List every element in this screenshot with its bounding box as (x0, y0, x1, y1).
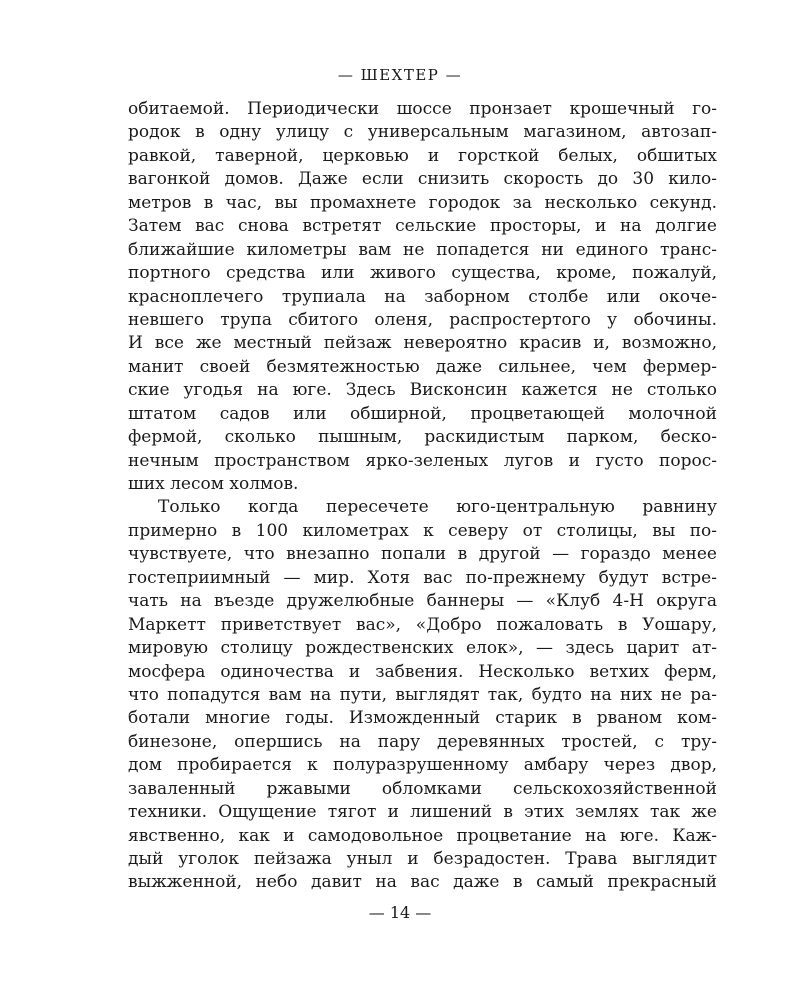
text-line: выжженной, небо давит на вас даже в самый прекрасный (128, 872, 717, 893)
text-line: дый уголок пейзажа уныл и безрадостен. Трава выглядит (128, 849, 717, 869)
paragraph-first-line: Только когда пересечете юго-центральную равнину (158, 497, 717, 518)
text-line: равкой, таверной, церковью и горсткой белых, обшитых (128, 145, 717, 166)
text-line: бинезоне, опершись на пару деревянных тростей, с тру- (128, 731, 717, 752)
text-line: метров в час, вы промахнете городок за несколько секунд. (128, 192, 717, 213)
text-line: примерно в 100 километрах к северу от столицы, вы по- (128, 520, 717, 541)
text-line: Затем вас снова встретят сельские просторы, и на долгие (128, 216, 717, 237)
text-line: штатом садов или обширной, процветающей молочной (128, 403, 717, 424)
text-line: чувствуете, что внезапно попали в другой — гораздо менее (128, 544, 717, 565)
text-line: невшего трупа сбитого оленя, распростертого у обочины. (128, 309, 717, 330)
text-line: красноплечего трупиала на заборном столбе или окоче- (128, 286, 717, 307)
text-line: техники. Ощущение тягот и лишений в этих землях так же (128, 802, 717, 823)
text-line: манит своей безмятежностью даже сильнее, чем фермер- (128, 356, 717, 377)
text-line: нечным пространством ярко-зеленых лугов и густо порос- (128, 450, 717, 471)
text-line: ближайшие километры вам не попадется ни единого транс- (128, 239, 717, 260)
text-line: гостеприимный — мир. Хотя вас по-прежнему будут встре- (128, 567, 717, 588)
text-line: что попадутся вам на пути, выглядят так, будто на них не ра- (128, 684, 717, 705)
text-line: мосфера одиночества и забвения. Несколько ветхих ферм, (128, 661, 717, 682)
text-line: явственно, как и самодовольное процветание на юге. Каж- (128, 825, 717, 846)
text-line: портного средства или живого существа, кроме, пожалуй, (128, 263, 717, 284)
text-line: обитаемой. Периодически шоссе пронзает крошечный го- (128, 99, 717, 119)
text-line: родок в одну улицу с универсальным магазином, автозап- (128, 122, 717, 143)
text-line: Маркетт приветствует вас», «Добро пожаловать в Уошару, (128, 614, 717, 635)
text-line: чать на въезде дружелюбные баннеры — «Клуб 4-Н округа (128, 591, 717, 612)
text-line: ботали многие годы. Изможденный старик в рваном ком- (128, 708, 717, 729)
text-line: мировую столицу рождественских елок», — здесь царит ат- (128, 638, 717, 659)
text-line: ские угодья на юге. Здесь Висконсин кажется не столько (128, 380, 717, 401)
text-line: фермой, сколько пышным, раскидистым парком, беско- (128, 427, 717, 448)
page-number: — 14 — (368, 903, 432, 922)
body-text (128, 98, 717, 895)
text-line: вагонкой домов. Даже если снизить скорость до 30 кило- (128, 169, 717, 190)
running-header: — ШЕХТЕР — (337, 66, 463, 84)
text-line: И все же местный пейзаж невероятно красив и, возможно, (128, 333, 717, 354)
text-line: дом пробирается к полуразрушенному амбару через двор, (128, 755, 717, 776)
paragraph-last-line: ших лесом холмов. (128, 474, 299, 494)
text-line: заваленный ржавыми обломками сельскохозяйственной (128, 778, 717, 799)
